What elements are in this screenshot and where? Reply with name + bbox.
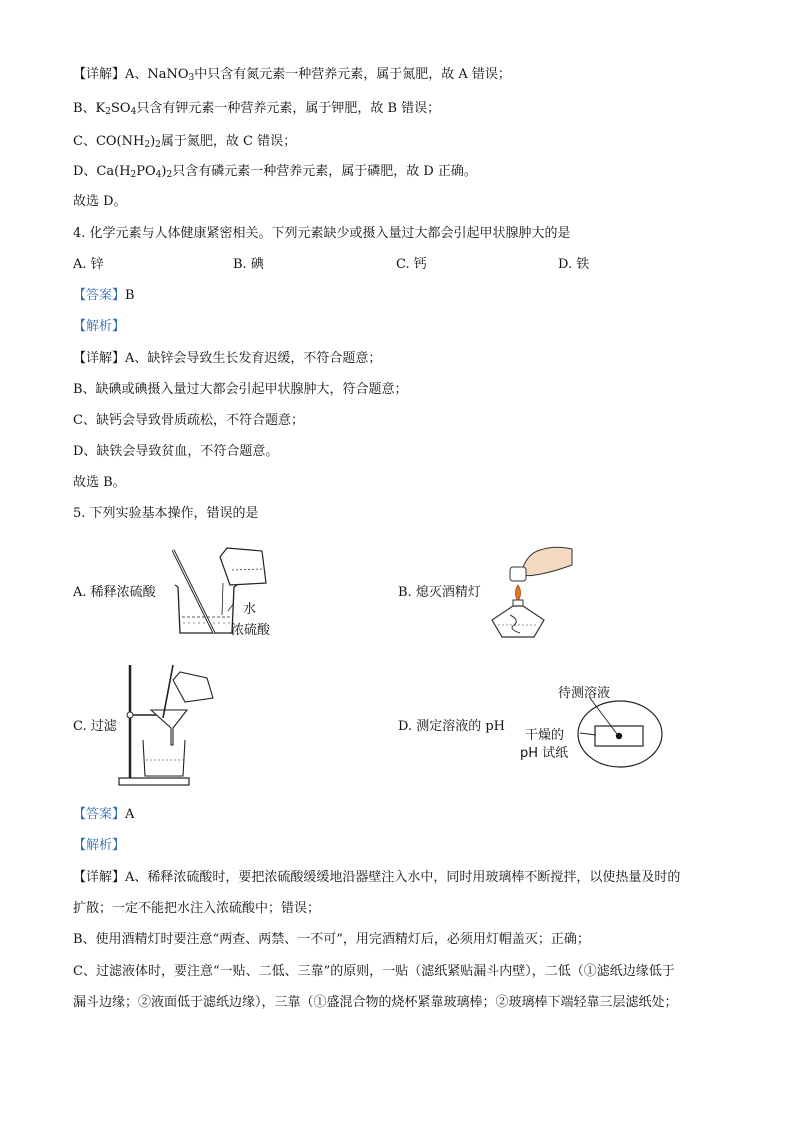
acid-label: 浓硫酸 (231, 623, 271, 638)
q4-option-d: D. 铁 (558, 257, 590, 272)
q5-option-d: D. 测定溶液的 pH (398, 719, 506, 734)
q4-detail-line: C、缺钙会导致骨质疏松，不符合题意； (73, 413, 304, 428)
q4-option-b: B. 碘 (233, 257, 264, 272)
q5-detail-line: 【详解】A、稀释浓硫酸时，要把浓硫酸缓缓地沿器壁注入水中，同时用玻璃棒不断搅拌，以使热量及时的 (73, 870, 681, 885)
q4-analysis-tag: 【解析】 (73, 319, 126, 334)
filtration-figure (115, 660, 220, 790)
q4-stem: 4. 化学元素与人体健康紧密相关。下列元素缺少或摄入量过大都会引起甲状腺肿大的是 (73, 226, 571, 241)
q4-option-a: A. 锌 (73, 257, 104, 272)
q5-answer: 【答案】A (73, 807, 135, 822)
q3-detail-d: D、$Ca(H_2PO_4)_2$只含有磷元素一种营养元素，属于磷肥，故 D 正确。 (73, 164, 477, 180)
q3-detail-a: 【详解】A、NaNO$_3$中只含有氮元素一种营养元素，属于氮肥，故 A 错误； (73, 67, 511, 83)
q5-stem: 5. 下列实验基本操作，错误的是 (73, 506, 259, 521)
paper-label-line1: 干燥的 (525, 728, 565, 743)
q5-detail-line: 漏斗边缘；②液面低于滤纸边缘），三靠（①盛混合物的烧杯紧靠玻璃棒；②玻璃棒下端轻靠三层滤纸处； (73, 995, 678, 1010)
liquid-label: 待测溶液 (558, 686, 611, 701)
q3-detail-b: B、$K_2SO_4$只含有钾元素一种营养元素，属于钾肥，故 B 错误； (73, 101, 441, 117)
water-label: 水 (243, 602, 257, 617)
alcohol-lamp-figure (480, 545, 580, 645)
q5-detail-line: B、使用酒精灯时要注意“两查、两禁、一不可”，用完酒精灯后，必须用灯帽盖灭；正确； (73, 932, 590, 947)
q5-analysis-tag: 【解析】 (73, 838, 126, 853)
q4-detail-line: D、缺铁会导致贫血，不符合题意。 (73, 444, 279, 459)
q3-detail-c: C、$CO(NH_2)_2$属于氮肥，故 C 错误； (73, 134, 297, 150)
q4-detail-line: 故选 B。 (73, 475, 126, 490)
q5-detail-line: 扩散；一定不能把水注入浓硫酸中；错误； (73, 901, 321, 916)
q4-answer: 【答案】B (73, 288, 135, 303)
q5-option-b: B. 熄灭酒精灯 (398, 585, 481, 600)
q4-option-c: C. 钙 (396, 257, 427, 272)
q5-option-a: A. 稀释浓硫酸 (73, 585, 156, 600)
q3-choose: 故选 D。 (73, 194, 127, 209)
q5-option-c: C. 过滤 (73, 719, 117, 734)
q4-detail-line: B、缺碘或碘摄入量过大都会引起甲状腺肿大，符合题意； (73, 382, 408, 397)
q5-detail-line: C、过滤液体时，要注意“一贴、二低、三靠”的原则，一贴（滤纸紧贴漏斗内壁），二低（①滤纸边缘低于 (73, 964, 675, 979)
q4-detail-line: 【详解】A、缺锌会导致生长发育迟缓，不符合题意； (73, 351, 382, 366)
paper-label-line2: pH 试纸 (520, 746, 569, 761)
